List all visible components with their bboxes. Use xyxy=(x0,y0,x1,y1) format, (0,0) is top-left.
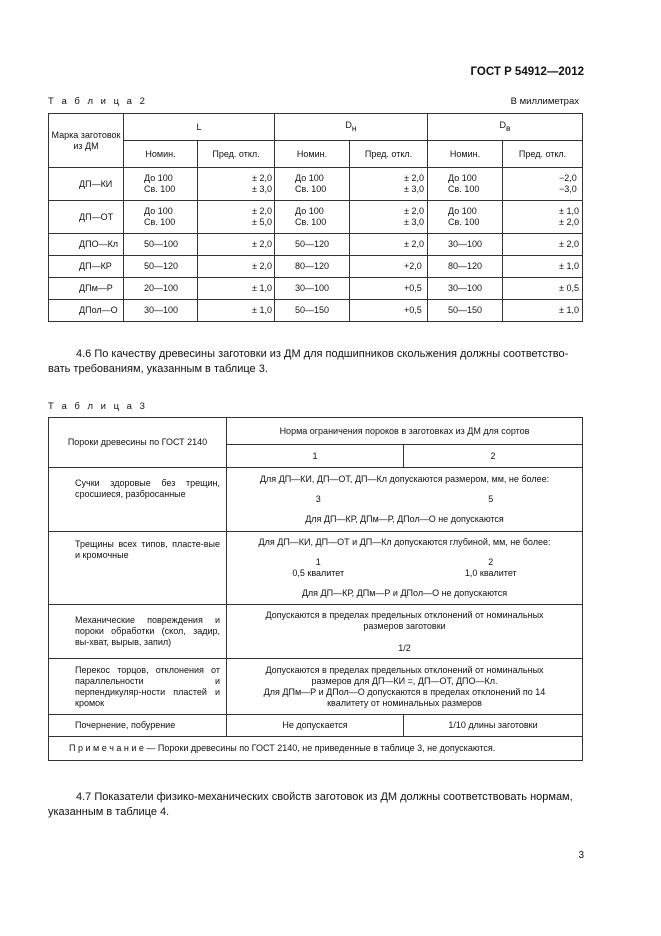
value-cell: ± 0,5 xyxy=(503,278,583,300)
value-cell: ± 1,0 xyxy=(503,256,583,278)
value-cell: 80—120 xyxy=(275,256,350,278)
value-cell: 50—120 xyxy=(124,256,198,278)
defect-cell: Трещины всех типов, пласте-вые и кромочные xyxy=(49,532,227,605)
value-cell: 50—150 xyxy=(428,300,503,322)
paragraph-line: 4.7 Показатели физико-механических свойств заготовок из ДМ должны соответствовать нормам, xyxy=(76,791,573,803)
value-cell: ± 2,0 ± 3,0 xyxy=(350,201,428,234)
paragraph-line: вать требованиям, указанным в таблице 3. xyxy=(48,363,268,375)
table3-head-norm: Норма ограничения пороков в заготовках из ДМ для сортов xyxy=(227,418,583,445)
table2 xyxy=(48,113,583,322)
value-cell: ± 2,0 ± 5,0 xyxy=(198,201,275,234)
standard-number: ГОСТ Р 54912—2012 xyxy=(470,66,584,78)
value-cell: ± 2,0 xyxy=(198,234,275,256)
defect-cell: Механические повреждения и пороки обработки (скол, задир, вы-хват, вырыв, запил) xyxy=(49,605,227,659)
norm-cell: Для ДП—КИ, ДП—ОТ и ДП—Кл допускаются глубиной, мм, не более: 1 2 0,5 квалитет 1,0 квалитет Для ДП—КР, ДПм—Р и ДПол—О не допускаются xyxy=(227,532,583,605)
value-cell: До 100 Св. 100 xyxy=(275,201,350,234)
value-cell: −2,0 −3,0 xyxy=(503,168,583,201)
defect-cell: Сучки здоровые без трещин, сросшиеся, разбросанные xyxy=(49,468,227,532)
page-number: 3 xyxy=(578,850,584,861)
value-cell: ± 2,0 xyxy=(198,256,275,278)
table2-head-dev: Пред. откл. xyxy=(198,141,275,168)
grade-cell: ДП—КР xyxy=(49,256,124,278)
table-row xyxy=(49,278,583,300)
value-cell: До 100 Св. 100 xyxy=(124,201,198,234)
value-cell: 20—100 xyxy=(124,278,198,300)
grade-cell: ДП—ОТ xyxy=(49,201,124,234)
table2-head-L: L xyxy=(124,114,275,141)
norm-cell: Допускаются в пределах предельных отклонений от номинальных размеров для ДП—КИ =, ДП—ОТ, ДПО—Кл. Для ДПм—Р и ДПол—О допускаются в пределах отклонений по 14 квалитету от номинальных размеров xyxy=(227,659,583,715)
norm-cell: Допускаются в пределах предельных отклонений от номинальных размеров заготовки 1/2 xyxy=(227,605,583,659)
table-row xyxy=(49,300,583,322)
value-cell: До 100 Св. 100 xyxy=(275,168,350,201)
value-cell: ± 2,0 xyxy=(503,234,583,256)
table2-head-nom: Номин. xyxy=(124,141,198,168)
norm-cell: Для ДП—КИ, ДП—ОТ, ДП—Кл допускаются размером, мм, не более: 3 5 Для ДП—КР, ДПм—Р, ДПол—О не допускаются xyxy=(227,468,583,532)
table-row xyxy=(49,715,583,737)
value-cell: ± 1,0 ± 2,0 xyxy=(503,201,583,234)
paragraph-4-6-cont xyxy=(48,362,582,377)
value-cell: До 100 Св. 100 xyxy=(428,168,503,201)
table2-caption: Т а б л и ц а 2 xyxy=(48,96,148,107)
value-cell: До 100 Св. 100 xyxy=(124,168,198,201)
value-cell: ± 1,0 xyxy=(198,278,275,300)
value-cell: 50—150 xyxy=(275,300,350,322)
table-row xyxy=(49,605,583,659)
value-cell: 30—100 xyxy=(428,278,503,300)
grade-cell: ДПол—О xyxy=(49,300,124,322)
grade-cell: ДП—КИ xyxy=(49,168,124,201)
value-cell: 30—100 xyxy=(428,234,503,256)
value-cell: ± 1,0 xyxy=(198,300,275,322)
table-row xyxy=(49,201,583,234)
value-cell: 30—100 xyxy=(275,278,350,300)
table-row xyxy=(49,659,583,715)
grade-cell: ДПм—Р xyxy=(49,278,124,300)
table-row xyxy=(49,168,583,201)
table-row xyxy=(49,737,583,761)
value-cell: ± 2,0 ± 3,0 xyxy=(350,168,428,201)
value-cell: +0,5 xyxy=(350,300,428,322)
table-row xyxy=(49,256,583,278)
value-cell: +2,0 xyxy=(350,256,428,278)
value-cell: +0,5 xyxy=(350,278,428,300)
value-cell: 80—120 xyxy=(428,256,503,278)
value-cell: ± 2,0 ± 3,0 xyxy=(198,168,275,201)
norm-cell: Не допускается xyxy=(227,715,404,737)
norm-cell: 1/10 длины заготовки xyxy=(404,715,583,737)
table3-caption: Т а б л и ц а 3 xyxy=(48,401,148,412)
paragraph-line: указанным в таблице 4. xyxy=(48,806,170,818)
table2-head-Dn: $D_н$ xyxy=(275,114,428,141)
table2-head-nom: Номин. xyxy=(428,141,503,168)
table2-head-Dv: $D_в$ xyxy=(428,114,583,141)
table3-head-grade1: 1 xyxy=(227,445,404,468)
paragraph-line: 4.6 По качеству древесины заготовки из ДМ для подшипников скольжения должны соответство- xyxy=(76,348,569,360)
value-cell: До 100 Св. 100 xyxy=(428,201,503,234)
table-row xyxy=(49,532,583,605)
value-cell: ± 2,0 xyxy=(350,234,428,256)
paragraph-4-7 xyxy=(48,790,582,805)
table2-units: В миллиметрах xyxy=(510,96,579,107)
table2-head-nom: Номин. xyxy=(275,141,350,168)
defect-cell: Перекос торцов, отклонения от параллельности и перпендикуляр-ности пластей и кромок xyxy=(49,659,227,715)
paragraph-4-6 xyxy=(48,347,582,362)
table2-head-dev: Пред. откл. xyxy=(503,141,583,168)
table2-head-dev: Пред. откл. xyxy=(350,141,428,168)
paragraph-4-7-cont xyxy=(48,805,582,820)
defect-cell: Почернение, побурение xyxy=(49,715,227,737)
table3-note: П р и м е ч а н и е — Пороки древесины по ГОСТ 2140, не приведенные в таблице 3, не допускаются. xyxy=(49,737,583,761)
grade-cell: ДПО—Кл xyxy=(49,234,124,256)
table3 xyxy=(48,417,583,761)
table3-head-grade2: 2 xyxy=(404,445,583,468)
table-row xyxy=(49,468,583,532)
table3-head-defects: Пороки древесины по ГОСТ 2140 xyxy=(49,418,227,468)
value-cell: ± 1,0 xyxy=(503,300,583,322)
value-cell: 50—100 xyxy=(124,234,198,256)
table-row xyxy=(49,234,583,256)
table2-head-grade: Марка заготовок из ДМ xyxy=(49,114,124,168)
value-cell: 50—120 xyxy=(275,234,350,256)
value-cell: 30—100 xyxy=(124,300,198,322)
